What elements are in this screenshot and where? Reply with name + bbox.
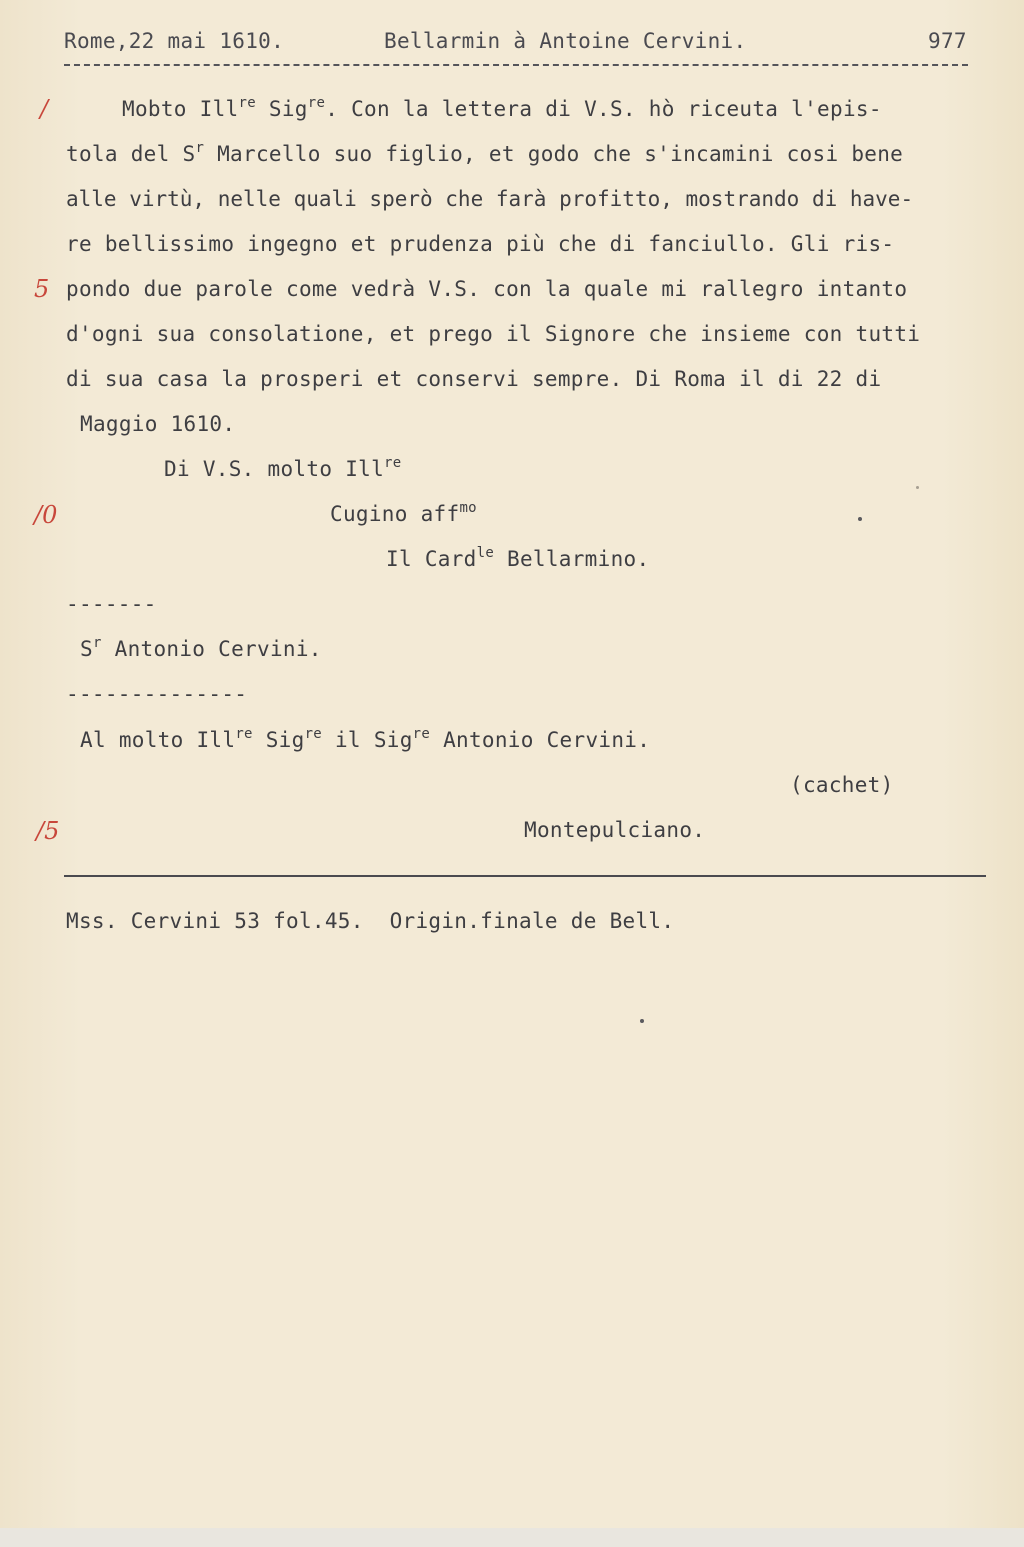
address-city: Montepulciano. [524,818,706,842]
paper-speck [858,517,862,521]
letter-line-6: d'ogni sua consolatione, et prego il Signore che insieme con tutti [66,322,921,346]
margin-number-5: 5 [34,275,50,303]
paper-speck [640,1019,644,1023]
short-rule: ------- [66,592,157,616]
letter-line-3: alle virtù, nelle quali sperò che farà profitto, mostrando di have- [66,187,914,211]
paper-speck [916,486,919,489]
closing-line-2: Cugino aff$^{mo}$ [330,500,477,526]
address-line: Al molto Ill$^{re}$ Sig$^{re}$ il Sig$^{re}$ Antonio Cervini. [80,726,651,752]
footer-rule [64,875,986,877]
seal-note: (cachet) [790,773,894,797]
header-place-date: Rome,22 mai 1610. [64,29,285,53]
letter-line-7: di sua casa la prosperi et conservi sempre. Di Roma il di 22 di [66,367,882,391]
margin-number-1: / [40,95,49,123]
letter-line-5: pondo due parole come vedrà V.S. con la quale mi rallegro intanto [66,277,908,301]
margin-number-15: /5 [36,817,60,845]
header-title: Bellarmin à Antoine Cervini. [384,29,747,53]
margin-number-10: /0 [34,501,58,529]
letter-line-2: tola del $S^r$ Marcello suo figlio, et godo che s'incamini cosi bene [66,140,904,166]
header-rule [64,64,968,66]
source-reference: Mss. Cervini 53 fol.45. Origin.finale de Bell. [66,909,675,933]
closing-signature: Il Card$^{le}$ Bellarmino. [386,545,650,571]
letter-line-4: re bellissimo ingegno et prudenza più che di fanciullo. Gli ris- [66,232,895,256]
long-rule: -------------- [66,682,248,706]
page-bottom-edge [0,1528,1024,1547]
recipient-name: $S^r$ Antonio Cervini. [80,635,322,661]
letter-line-1: Mobto Ill$^{re}$ Sig$^{re}$. Con la lettera di V.S. hò riceuta l'epis- [122,95,882,121]
page-number: 977 [928,29,967,53]
closing-line-1: Di V.S. molto Ill$^{re}$ [164,455,402,481]
letter-line-8: Maggio 1610. [80,412,236,436]
